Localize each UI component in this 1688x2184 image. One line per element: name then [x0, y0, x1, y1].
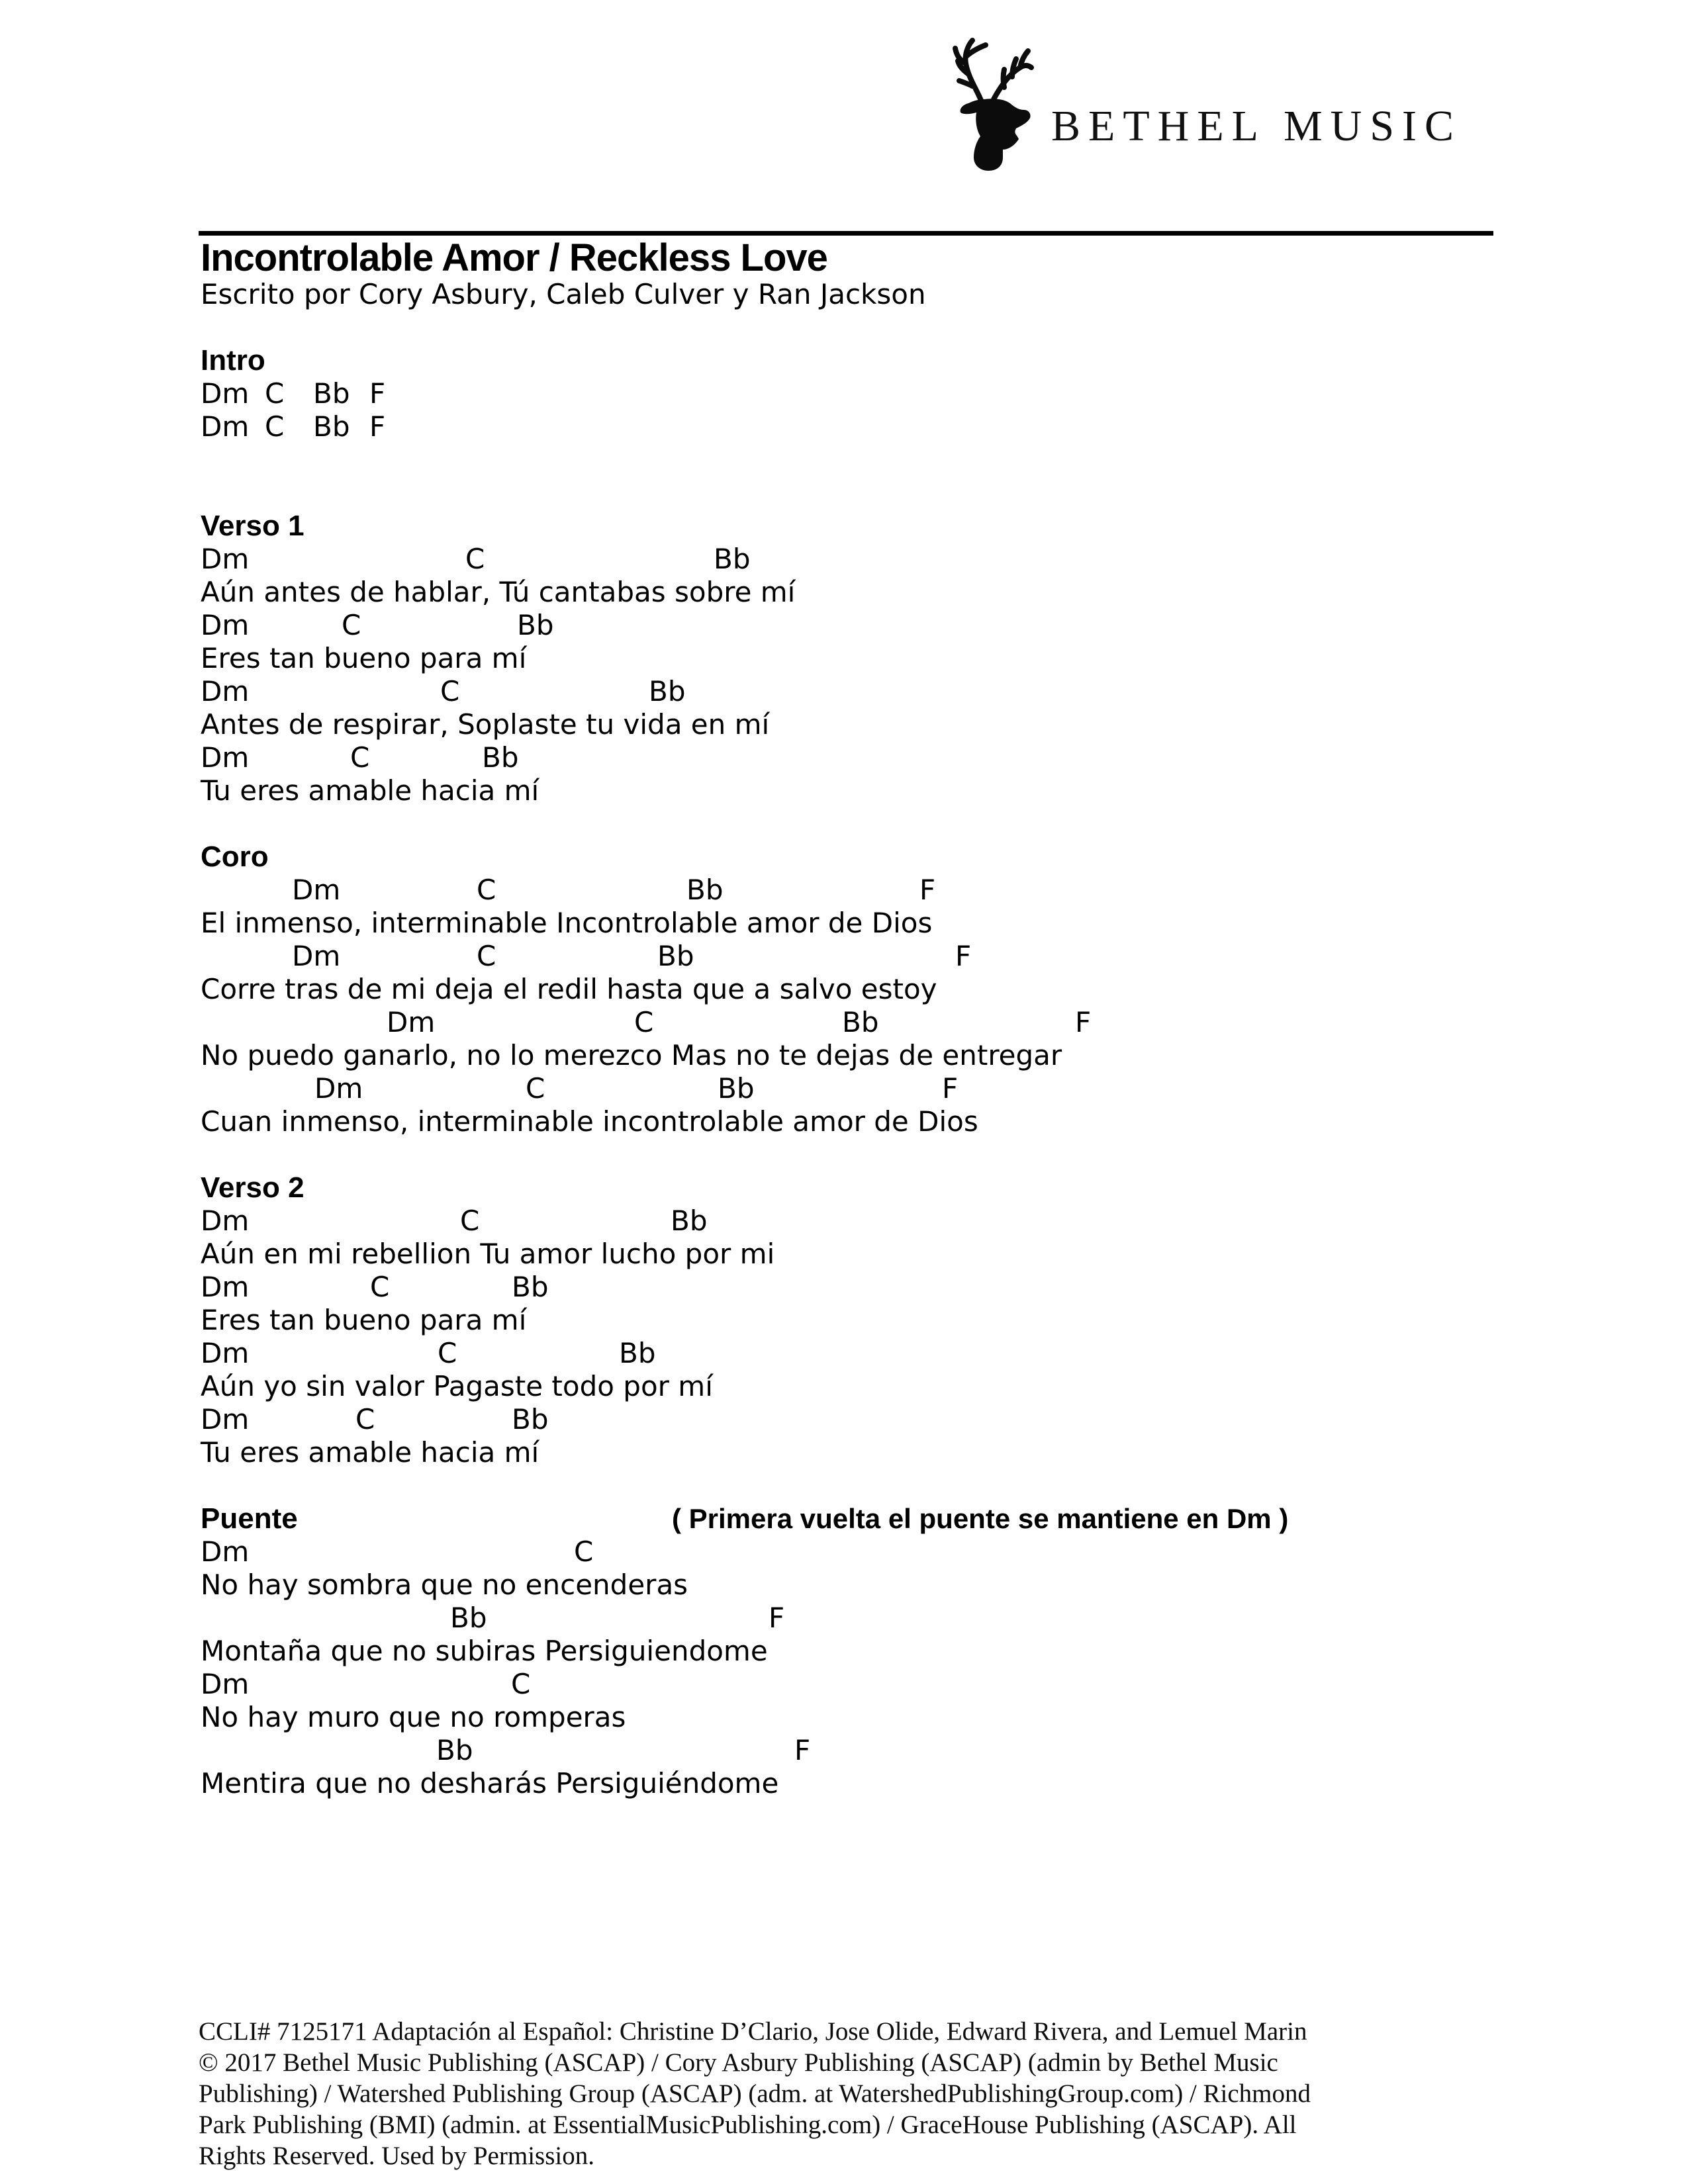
section-heading: [201, 510, 1577, 543]
chord: Dm: [201, 410, 250, 443]
chord: Bb: [842, 1006, 879, 1038]
lyric-line: Aún antes de hablar, Tú cantabas sobre mí: [201, 576, 796, 608]
chord: Dm: [201, 543, 250, 575]
chord: C: [526, 1072, 545, 1105]
chord: Dm: [201, 1205, 250, 1237]
chord-line: [201, 410, 1577, 443]
chord-line: [201, 940, 1577, 973]
chord: C: [460, 1205, 480, 1237]
chord-line: [201, 1734, 1577, 1767]
chord-line: [201, 1403, 1577, 1436]
chord: Dm: [201, 1668, 250, 1700]
section-heading-label: Coro: [201, 841, 269, 873]
chord-line: [201, 1271, 1577, 1304]
chord: Bb: [512, 1271, 549, 1303]
chord: C: [477, 940, 496, 972]
chord: C: [438, 1337, 457, 1369]
lyric-line: El inmenso, interminable Incontrolable amor de Dios: [201, 907, 933, 939]
chord: C: [574, 1535, 594, 1568]
chord: Dm: [201, 1535, 250, 1568]
section-heading-label: Intro: [201, 344, 265, 377]
chord: C: [342, 609, 361, 641]
lyric-line: Aún yo sin valor Pagaste todo por mí: [201, 1370, 713, 1402]
chord-line: [201, 1668, 1577, 1701]
lyric-line: Antes de respirar, Soplaste tu vida en mí: [201, 708, 770, 741]
chord: C: [465, 543, 485, 575]
section-gap: [201, 1138, 1577, 1171]
chord: Bb: [714, 543, 751, 575]
chord: F: [369, 410, 386, 443]
chord: C: [477, 874, 496, 906]
chord-line: [201, 741, 1577, 774]
section-gap: [201, 443, 1577, 477]
copyright-line: CCLI# 7125171 Adaptación al Español: Christine D’Clario, Jose Olide, Edward Rivera, and Lemuel Marin: [199, 2017, 1307, 2046]
chord-line: [201, 543, 1577, 576]
chord: Dm: [201, 1337, 250, 1369]
section-heading: [201, 841, 1577, 874]
chord: C: [511, 1668, 531, 1700]
chord-line: [201, 874, 1577, 907]
chord: Bb: [649, 675, 686, 707]
chord: Dm: [292, 874, 341, 906]
chord-line: [201, 609, 1577, 642]
section-gap: [201, 477, 1577, 510]
chord: Dm: [201, 675, 250, 707]
chord: Bb: [671, 1205, 708, 1237]
chord: Bb: [718, 1072, 755, 1105]
song-title: Incontrolable Amor / Reckless Love: [201, 236, 827, 279]
chord: Dm: [292, 940, 341, 972]
lyric-line: Montaña que no subiras Persiguiendome: [201, 1635, 768, 1667]
lyric-line: Aún en mi rebellion Tu amor lucho por mi: [201, 1238, 775, 1270]
section-heading-label: Verso 1: [201, 510, 305, 542]
chord-line: [201, 675, 1577, 708]
bethel-music-wordmark: BETHEL MUSIC: [1051, 102, 1462, 150]
chord: Dm: [387, 1006, 436, 1038]
chord: Bb: [450, 1602, 487, 1634]
chord: Dm: [201, 741, 250, 774]
chord-line: [201, 1535, 1577, 1569]
chord: C: [265, 377, 285, 410]
chord-line: [201, 1602, 1577, 1635]
section-heading: [201, 1502, 1577, 1535]
chord: Bb: [313, 410, 350, 443]
lyric-line: Eres tan bueno para mí: [201, 1304, 527, 1336]
lyric-line: Tu eres amable hacia mí: [201, 774, 539, 807]
chord: F: [769, 1602, 785, 1634]
section-heading-label: Verso 2: [201, 1171, 305, 1204]
chord-line: [201, 1205, 1577, 1238]
section-heading-note: ( Primera vuelta el puente se mantiene en Dm ): [672, 1503, 1289, 1534]
chord-line: [201, 1072, 1577, 1105]
section-heading: [201, 1171, 1577, 1205]
chord: C: [265, 410, 285, 443]
chord: C: [370, 1271, 390, 1303]
chord-line: [201, 1337, 1577, 1370]
bethel-music-logo: [951, 36, 1481, 178]
chord: F: [942, 1072, 959, 1105]
chord: Bb: [619, 1337, 656, 1369]
chord: Dm: [201, 1271, 250, 1303]
copyright-line: Publishing) / Watershed Publishing Group (ASCAP) (adm. at WatershedPublishingGroup.com) / Richmond: [199, 2079, 1311, 2108]
chord-line: [201, 377, 1577, 410]
chord: Bb: [436, 1734, 473, 1766]
chord: C: [634, 1006, 654, 1038]
deer-stag-head-icon: [951, 36, 1034, 174]
chord: F: [1075, 1006, 1092, 1038]
copyright-line: Rights Reserved. Used by Permission.: [199, 2142, 594, 2170]
lyric-line: Tu eres amable hacia mí: [201, 1436, 539, 1469]
chord: Bb: [686, 874, 724, 906]
chord: C: [440, 675, 460, 707]
section-gap: [201, 311, 1577, 344]
title-rule: [199, 231, 1493, 236]
chord: Bb: [517, 609, 554, 641]
chord: F: [955, 940, 972, 972]
section-heading: [201, 344, 1577, 377]
chord: Dm: [201, 1403, 250, 1435]
lyric-line: No hay sombra que no encenderas: [201, 1569, 688, 1601]
chord: C: [355, 1403, 375, 1435]
lyric-line: Mentira que no desharás Persiguiéndome: [201, 1767, 779, 1799]
chord: Dm: [201, 377, 250, 410]
lyric-line: No puedo ganarlo, no lo merezco Mas no te dejas de entregar: [201, 1039, 1062, 1071]
chord: Bb: [482, 741, 519, 774]
copyright-footer: [199, 2016, 1470, 2171]
song-credit: Escrito por Cory Asbury, Caleb Culver y Ran Jackson: [201, 278, 926, 310]
chord: F: [369, 377, 386, 410]
chord: Dm: [201, 609, 250, 641]
chord: C: [350, 741, 370, 774]
copyright-line: © 2017 Bethel Music Publishing (ASCAP) / Cory Asbury Publishing (ASCAP) (admin by Bethel Music: [199, 2048, 1278, 2077]
chord: Bb: [512, 1403, 549, 1435]
lyric-line: Eres tan bueno para mí: [201, 642, 527, 674]
chord: F: [919, 874, 936, 906]
song-body: [201, 238, 1577, 1800]
chord: Bb: [313, 377, 350, 410]
lyric-line: No hay muro que no romperas: [201, 1701, 626, 1733]
lyric-line: Cuan inmenso, interminable incontrolable amor de Dios: [201, 1105, 978, 1138]
section-gap: [201, 1469, 1577, 1502]
chord: F: [794, 1734, 811, 1766]
chord: Bb: [657, 940, 694, 972]
section-heading-label: Puente: [201, 1502, 298, 1535]
section-gap: [201, 807, 1577, 841]
copyright-line: Park Publishing (BMI) (admin. at EssentialMusicPublishing.com) / GraceHouse Publishing (ASCAP). All: [199, 2111, 1297, 2139]
lyric-line: Corre tras de mi deja el redil hasta que a salvo estoy: [201, 973, 937, 1005]
chord-line: [201, 1006, 1577, 1039]
chord: Dm: [314, 1072, 363, 1105]
